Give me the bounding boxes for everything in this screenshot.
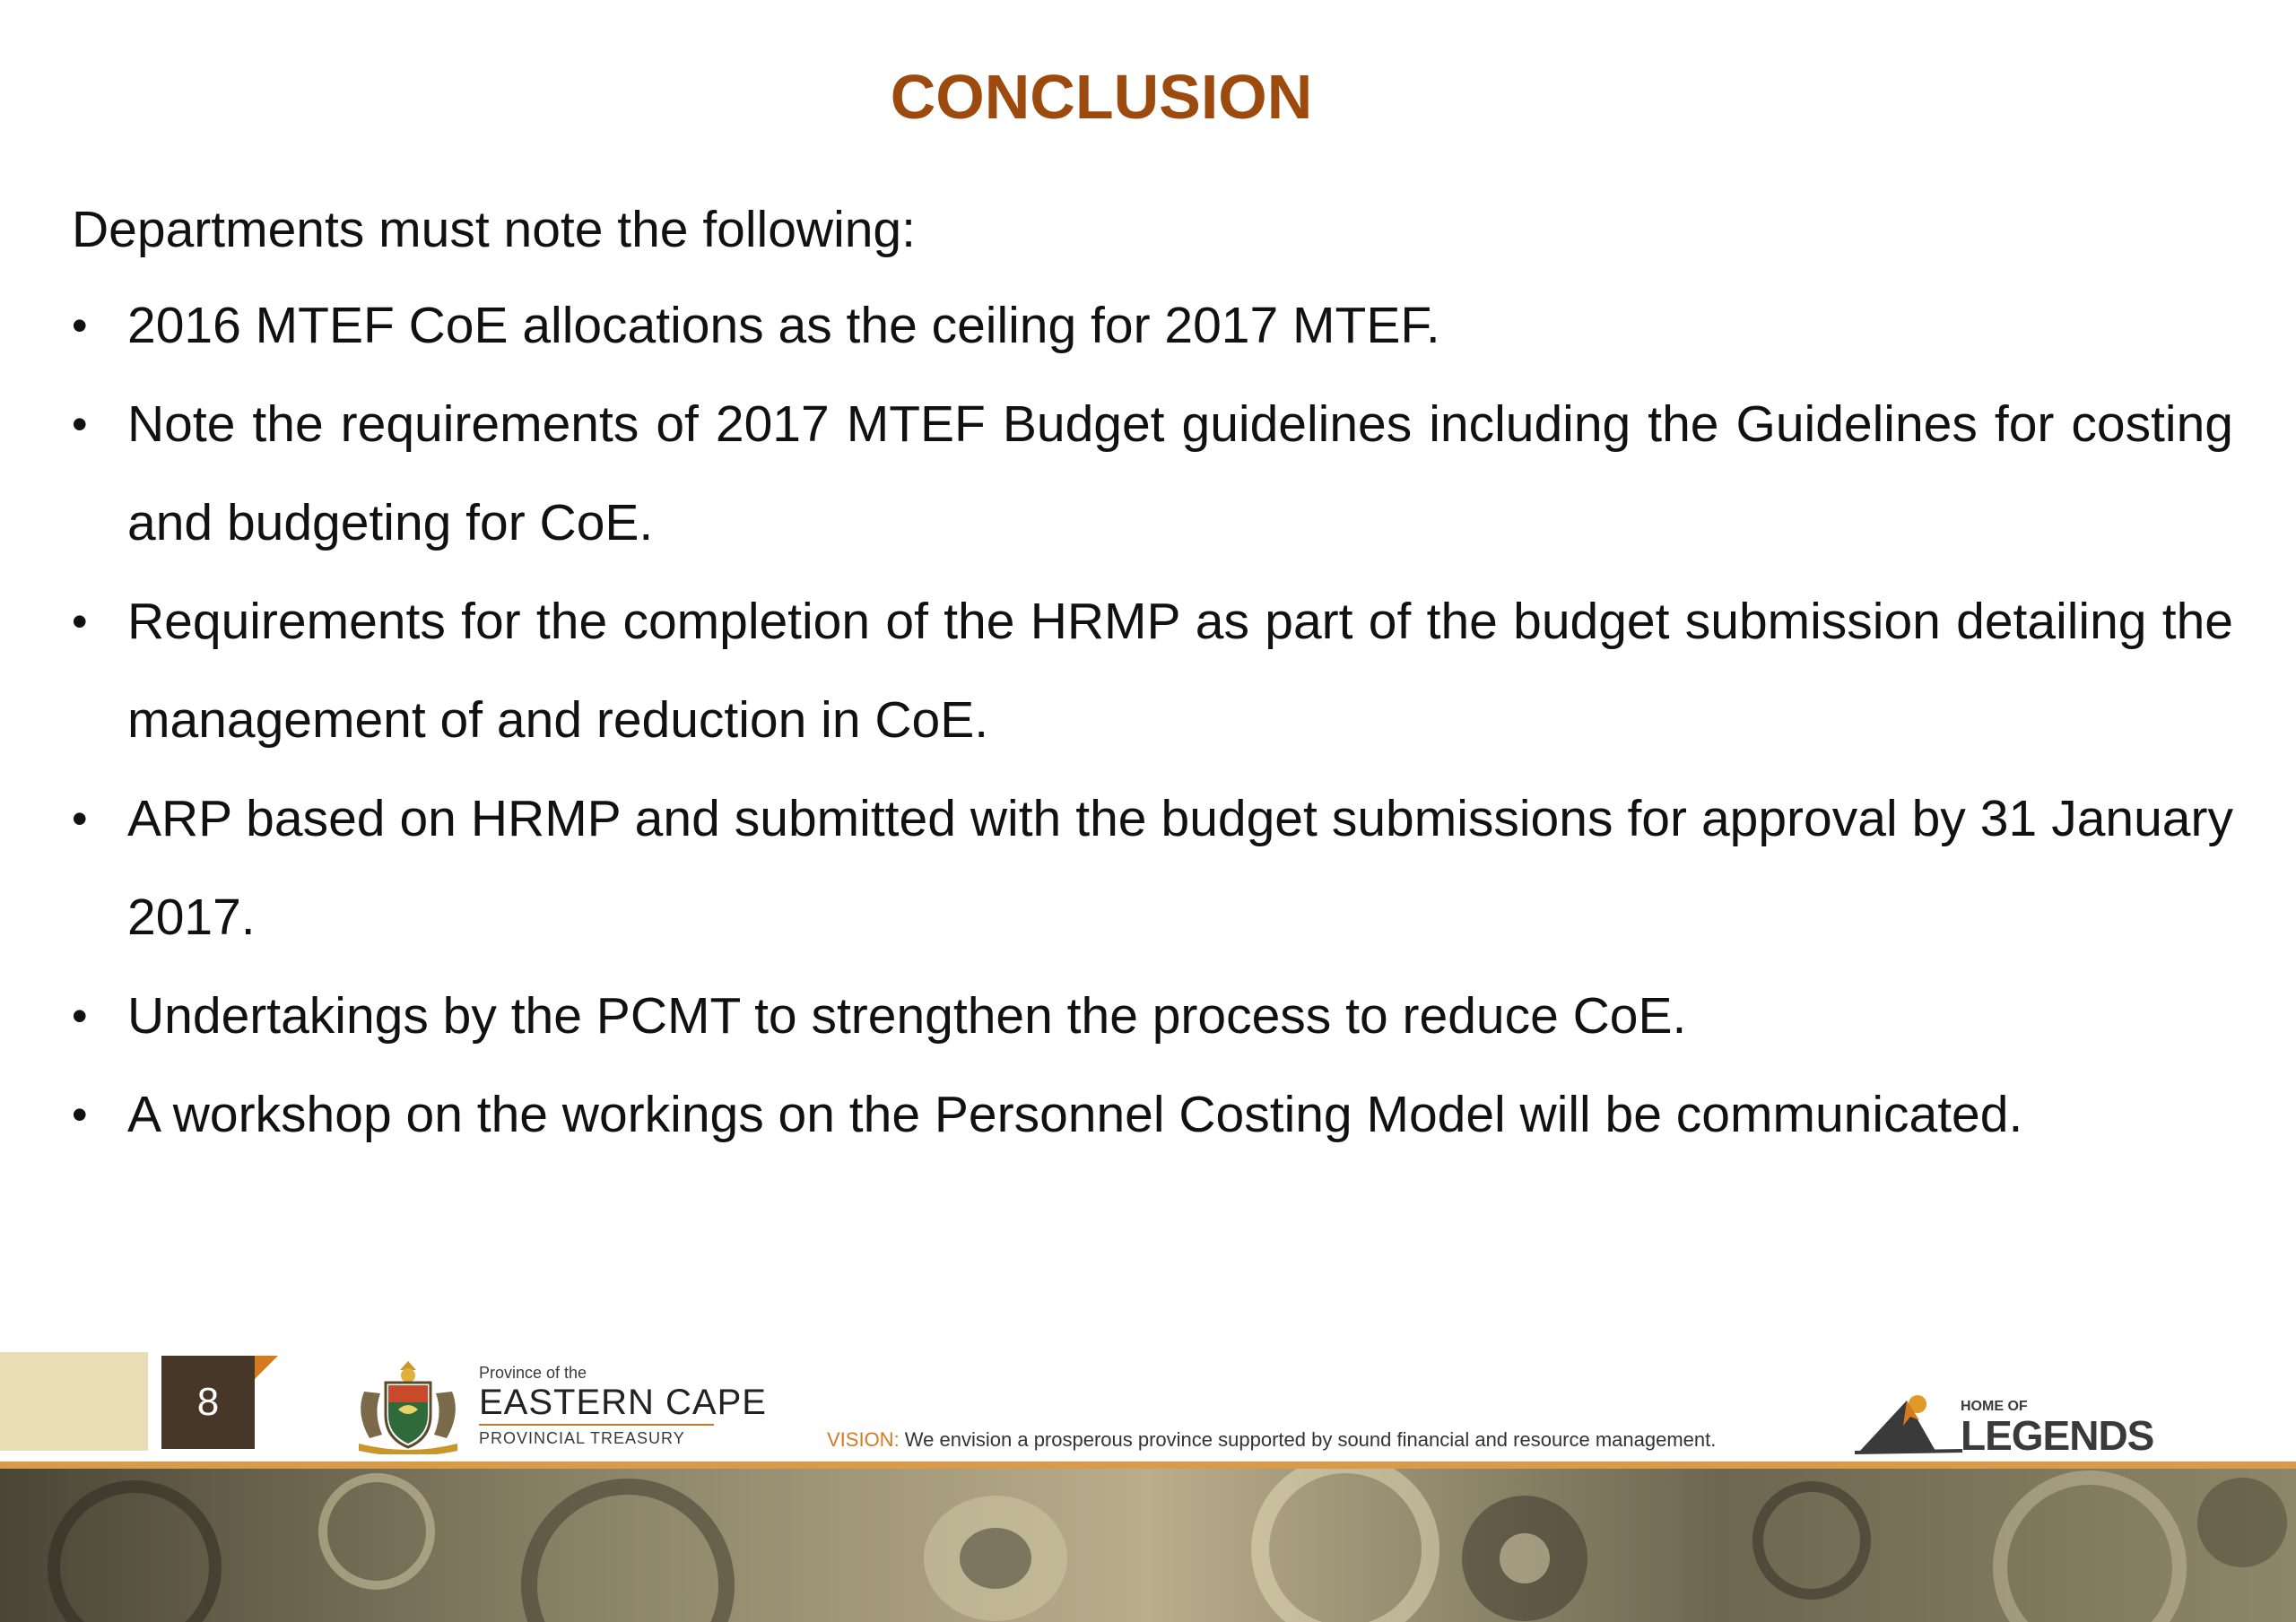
bullet-text: 2016 MTEF CoE allocations as the ceiling for 2017 MTEF.	[127, 297, 1440, 354]
list-item	[72, 1065, 2233, 1164]
bullet-text: ARP based on HRMP and submitted with the budget submissions for approval by 31 January 2017.	[127, 790, 2233, 946]
vision-text: We envision a prosperous province supported by sound financial and resource management.	[899, 1428, 1717, 1451]
intro-text: Departments must note the following:	[72, 201, 916, 258]
legends-small-text: HOME OF	[1961, 1399, 2028, 1414]
treasury-divider	[479, 1424, 714, 1426]
slide-title: CONCLUSION	[890, 62, 1313, 132]
footer-divider	[0, 1462, 2296, 1469]
bullet-icon: •	[72, 794, 88, 844]
home-of-legends-logo	[1855, 1384, 2154, 1459]
treasury-name: EASTERN CAPE	[479, 1383, 767, 1422]
page-number: 8	[161, 1356, 255, 1449]
bullet-icon: •	[72, 399, 88, 449]
vision-label: VISION:	[827, 1428, 900, 1451]
bullet-text: A workshop on the workings on the Personnel Costing Model will be communicated.	[127, 1086, 2023, 1143]
treasury-logo-text	[479, 1363, 767, 1447]
list-item	[72, 769, 2233, 967]
page-corner-accent	[255, 1356, 278, 1379]
vision-statement	[827, 1427, 1716, 1453]
list-item	[72, 375, 2233, 572]
bullet-icon: •	[72, 300, 88, 351]
legends-word: LEGENDS	[1961, 1412, 2154, 1459]
list-item	[72, 572, 2233, 769]
treasury-dept: PROVINCIAL TREASURY	[479, 1429, 685, 1447]
mountain-sun-logo-icon	[1855, 1384, 1962, 1456]
bullet-icon: •	[72, 1089, 88, 1140]
list-item	[72, 276, 2233, 375]
bullet-icon: •	[72, 596, 88, 646]
treasury-province: Province of the	[479, 1364, 587, 1382]
footer-color-swatch	[0, 1352, 148, 1451]
list-item	[72, 967, 2233, 1065]
gears-banner-image	[0, 1469, 2296, 1622]
bullet-icon: •	[72, 991, 88, 1041]
bullet-list	[72, 276, 2233, 1164]
bullet-text: Requirements for the completion of the HRMP as part of the budget submission detailing the management of and reduction in CoE.	[127, 593, 2233, 749]
bullet-text: Note the requirements of 2017 MTEF Budget guidelines including the Guidelines for costing and budgeting for CoE.	[127, 395, 2233, 551]
coat-of-arms-icon	[346, 1356, 470, 1454]
bullet-text: Undertakings by the PCMT to strengthen the process to reduce CoE.	[127, 987, 1687, 1045]
